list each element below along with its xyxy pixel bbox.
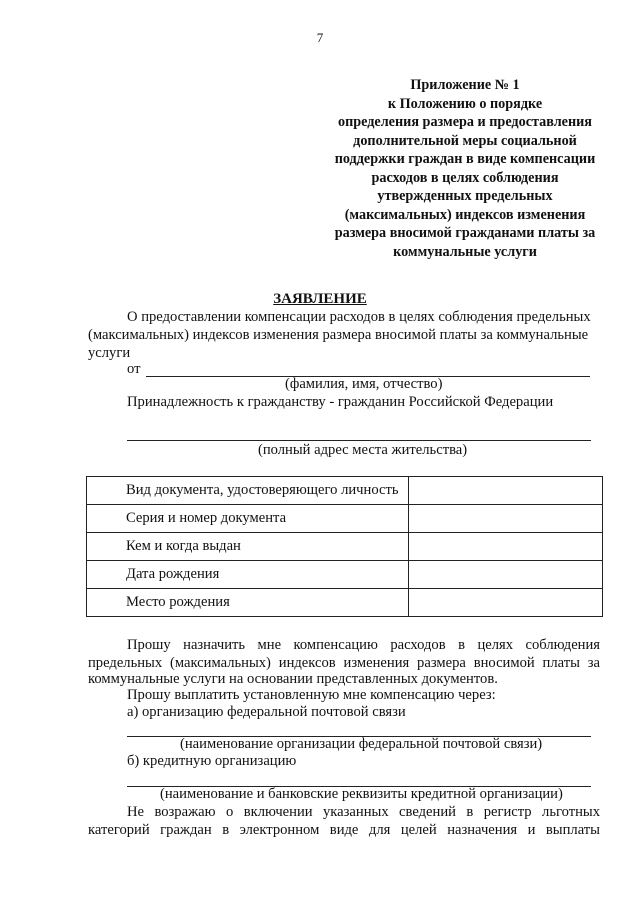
appendix-line: определения размера и предоставления	[337, 114, 592, 130]
request-line: Прошу назначить мне компенсацию расходов в целях соблюдения	[127, 637, 600, 653]
table-cell-value[interactable]	[409, 505, 603, 533]
appendix-line: к Положению о порядке	[387, 95, 543, 112]
appendix-line: коммунальные услуги	[393, 243, 537, 260]
appendix-header	[300, 76, 630, 261]
request-line: коммунальные услуги на основании представленных документов.	[88, 671, 498, 687]
appendix-line: размера вносимой гражданами платы за	[334, 225, 596, 241]
option-b-label: б) кредитную организацию	[127, 753, 297, 769]
subject-line: услуги	[88, 345, 131, 361]
table-cell-label: Кем и когда выдан	[87, 533, 409, 561]
request-line: предельных (максимальных) индексов изменения размера вносимой платы за	[88, 655, 600, 671]
table-cell-label: Место рождения	[87, 589, 409, 617]
identity-document-table	[86, 476, 603, 617]
table-cell-label: Серия и номер документа	[87, 505, 409, 533]
appendix-line: Приложение № 1	[410, 77, 520, 93]
option-a-label: а) организацию федеральной почтовой связи	[127, 704, 406, 720]
table-cell-label: Вид документа, удостоверяющего личность	[87, 477, 409, 505]
table-cell-value[interactable]	[409, 589, 603, 617]
table-row	[87, 561, 603, 589]
post-office-hint: (наименование организации федеральной почтовой связи)	[180, 736, 543, 752]
consent-line: категорий граждан в электронном виде для целей назначения и выплаты	[88, 822, 600, 838]
table-row	[87, 505, 603, 533]
table-cell-value[interactable]	[409, 561, 603, 589]
page-number: 7	[316, 30, 324, 45]
bank-hint: (наименование и банковские реквизиты кредитной организации)	[160, 786, 563, 802]
address-field-line[interactable]	[127, 440, 591, 441]
citizenship-text: Принадлежность к гражданству - гражданин Российской Федерации	[127, 394, 554, 410]
table-row	[87, 477, 603, 505]
table-row	[87, 533, 603, 561]
pay-via-text: Прошу выплатить установленную мне компенсацию через:	[127, 687, 496, 703]
from-label: от	[127, 361, 141, 377]
appendix-line: дополнительной меры социальной	[353, 132, 577, 149]
full-name-hint: (фамилия, имя, отчество)	[285, 376, 443, 392]
table-row	[87, 589, 603, 617]
consent-line: Не возражаю о включении указанных сведений в регистр льготных	[127, 804, 600, 820]
table-cell-value[interactable]	[409, 477, 603, 505]
statement-title: ЗАЯВЛЕНИЕ	[273, 291, 367, 307]
address-hint: (полный адрес места жительства)	[258, 442, 468, 458]
table-cell-value[interactable]	[409, 533, 603, 561]
appendix-line: расходов в целях соблюдения	[371, 169, 559, 186]
appendix-line: (максимальных) индексов изменения	[344, 206, 586, 223]
subject-line: (максимальных) индексов изменения размера вносимой платы за коммунальные	[88, 327, 589, 343]
table-cell-label: Дата рождения	[87, 561, 409, 589]
appendix-line: утвержденных предельных	[377, 188, 553, 204]
appendix-line: поддержки граждан в виде компенсации	[334, 151, 596, 167]
subject-line: О предоставлении компенсации расходов в целях соблюдения предельных	[127, 309, 591, 325]
